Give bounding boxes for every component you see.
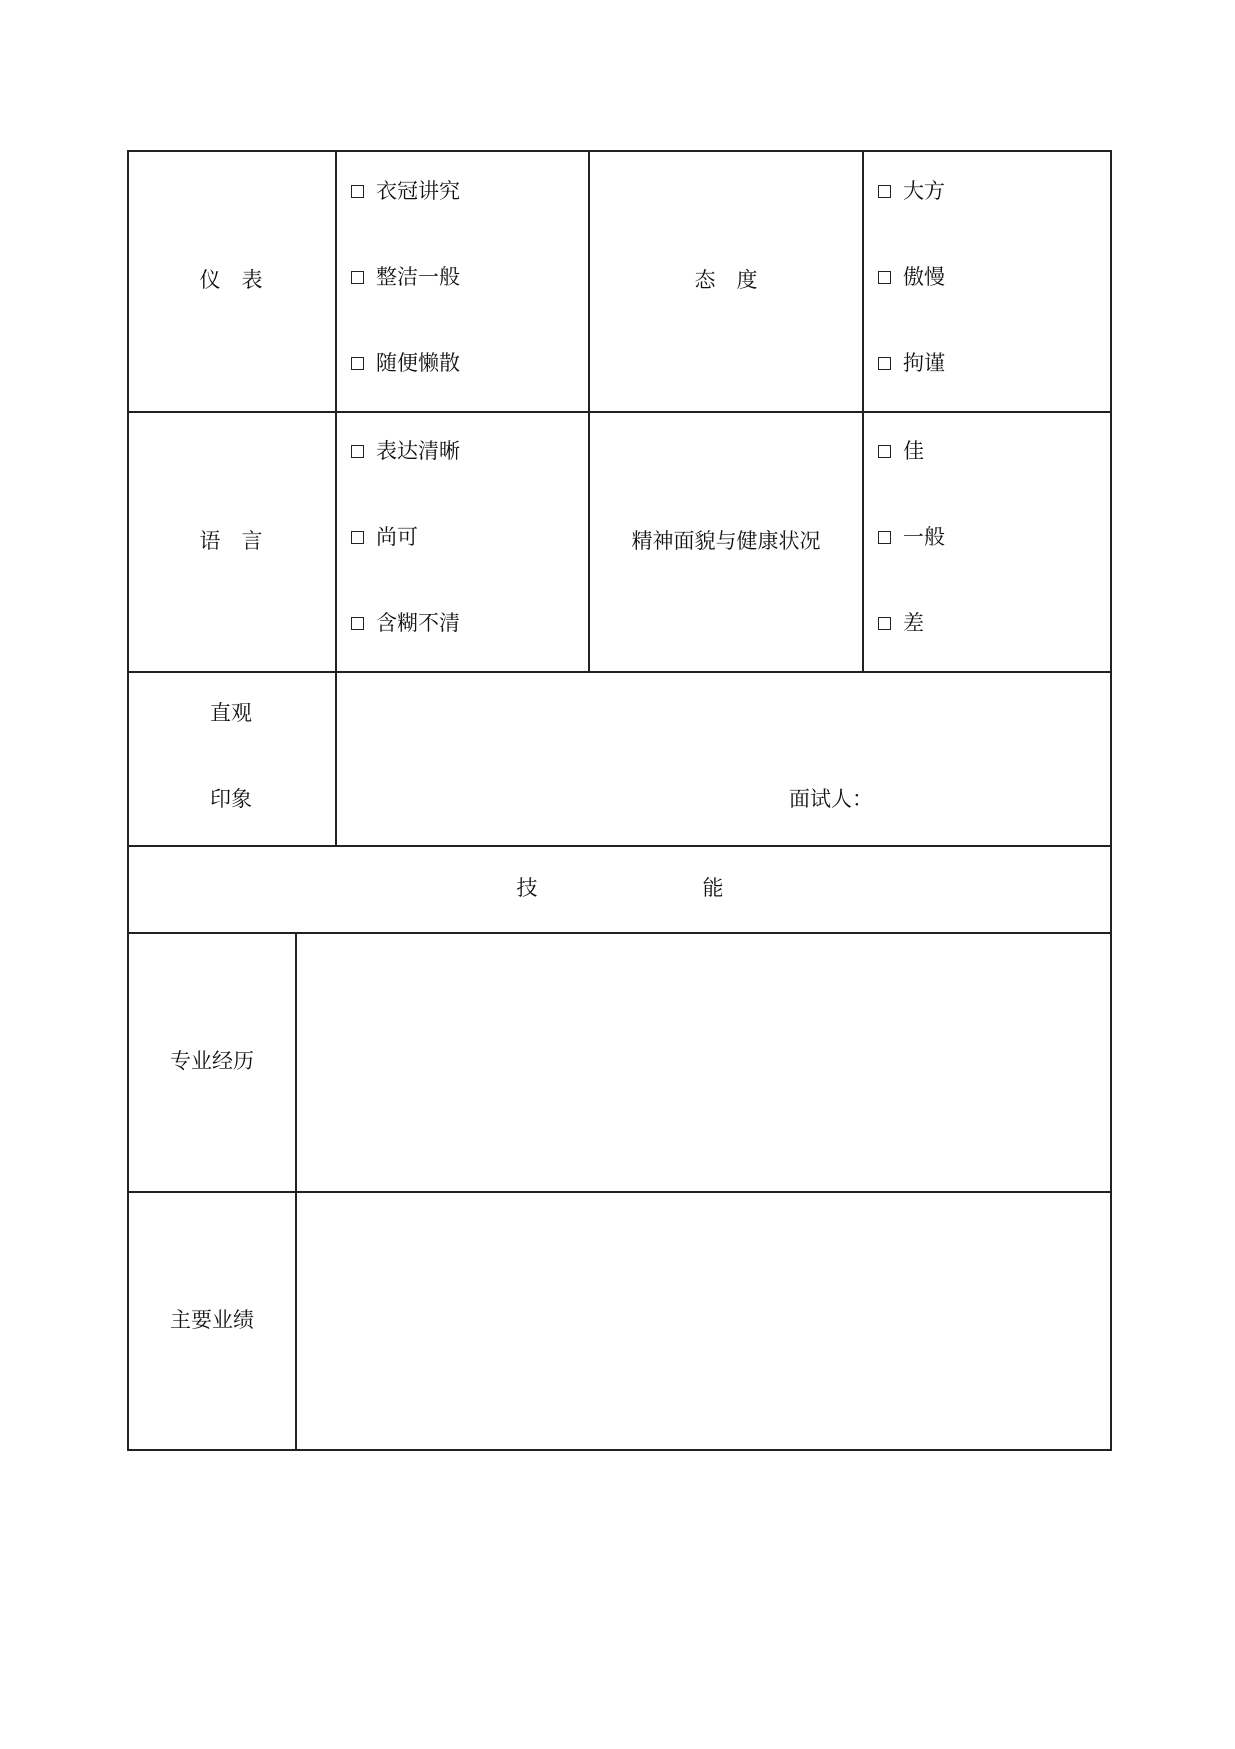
checkbox-icon[interactable] — [351, 531, 364, 544]
option-label: 差 — [903, 611, 924, 635]
option-label: 尚可 — [376, 525, 418, 549]
health-label: 精神面貌与健康状况 — [631, 529, 821, 553]
option-label: 傲慢 — [903, 265, 945, 289]
col-divider-right — [862, 150, 864, 672]
table-border-left — [127, 150, 129, 1451]
impression-label-line1: 直观 — [210, 701, 252, 725]
option-label: 含糊不清 — [376, 611, 460, 635]
interview-evaluation-table — [127, 150, 1112, 1451]
experience-input-area[interactable] — [297, 934, 1109, 1190]
checkbox-icon[interactable] — [351, 185, 364, 198]
row-divider-3 — [127, 845, 1112, 847]
health-option-3[interactable] — [878, 610, 924, 636]
checkbox-icon[interactable] — [878, 531, 891, 544]
option-label: 表达清晰 — [376, 439, 460, 463]
appearance-option-2[interactable] — [351, 264, 460, 290]
experience-label: 专业经历 — [170, 1049, 254, 1073]
checkbox-icon[interactable] — [878, 185, 891, 198]
skills-header-left: 技 — [516, 876, 538, 900]
option-label: 大方 — [903, 179, 945, 203]
attitude-label: 态 度 — [694, 268, 758, 292]
interviewer-label: 面试人： — [789, 787, 873, 811]
col-divider-mid — [588, 150, 590, 672]
skills-header-right: 能 — [702, 876, 724, 900]
table-border-top — [127, 150, 1112, 152]
table-border-bottom — [127, 1449, 1112, 1451]
checkbox-icon[interactable] — [878, 445, 891, 458]
attitude-option-2[interactable] — [878, 264, 945, 290]
language-label: 语 言 — [199, 529, 263, 553]
checkbox-icon[interactable] — [351, 357, 364, 370]
checkbox-icon[interactable] — [351, 445, 364, 458]
option-label: 整洁一般 — [376, 265, 460, 289]
row-divider-1 — [127, 411, 1112, 413]
checkbox-icon[interactable] — [878, 617, 891, 630]
appearance-option-1[interactable] — [351, 178, 460, 204]
table-border-right — [1110, 150, 1112, 1451]
attitude-option-1[interactable] — [878, 178, 945, 204]
achievements-input-area[interactable] — [297, 1193, 1109, 1448]
impression-label-line2: 印象 — [210, 787, 252, 811]
checkbox-icon[interactable] — [351, 617, 364, 630]
option-label: 一般 — [903, 525, 945, 549]
option-label: 拘谨 — [903, 351, 945, 375]
language-option-2[interactable] — [351, 524, 418, 550]
language-option-1[interactable] — [351, 438, 460, 464]
option-label: 佳 — [903, 439, 924, 463]
attitude-option-3[interactable] — [878, 350, 945, 376]
impression-input-area[interactable] — [337, 673, 1109, 844]
option-label: 衣冠讲究 — [376, 179, 460, 203]
health-option-1[interactable] — [878, 438, 924, 464]
checkbox-icon[interactable] — [351, 271, 364, 284]
language-option-3[interactable] — [351, 610, 460, 636]
checkbox-icon[interactable] — [878, 357, 891, 370]
checkbox-icon[interactable] — [878, 271, 891, 284]
achievements-label: 主要业绩 — [170, 1308, 254, 1332]
health-option-2[interactable] — [878, 524, 945, 550]
option-label: 随便懒散 — [376, 351, 460, 375]
appearance-label: 仪 表 — [199, 268, 263, 292]
appearance-option-3[interactable] — [351, 350, 460, 376]
